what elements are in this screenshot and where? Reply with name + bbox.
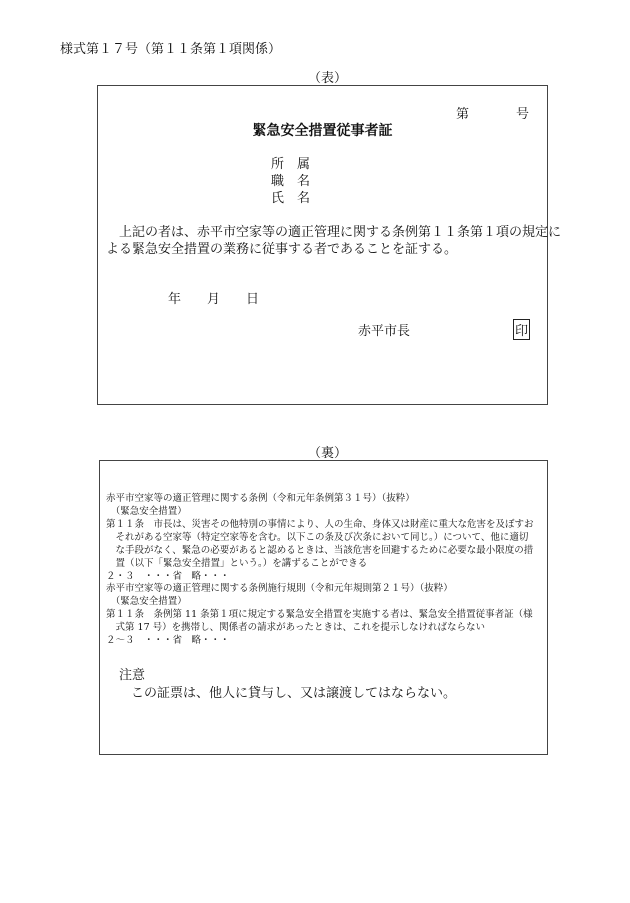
- card-title: 緊急安全措置従事者証: [252, 123, 393, 139]
- issue-date: 年 月 日: [168, 292, 260, 307]
- issuer: 赤平市長: [358, 324, 411, 339]
- note-heading: 注意: [119, 668, 146, 683]
- excerpt-line: （緊急安全措置）: [106, 596, 187, 607]
- field-name: 氏 名: [271, 191, 311, 206]
- note-text: この証票は、他人に貸与し、又は譲渡してはならない。: [131, 686, 457, 701]
- field-position: 職 名: [271, 174, 311, 189]
- ordinance-excerpt: [106, 492, 534, 583]
- form-title: 様式第１７号（第１１条第１項関係）: [60, 42, 282, 57]
- excerpt-line: （緊急安全措置）: [106, 506, 187, 517]
- body-line-2: よる緊急安全措置の業務に従事する者であることを証する。: [106, 242, 458, 257]
- regulation-excerpt: [106, 582, 533, 647]
- excerpt-line: 式第 17 号）を携帯し、関係者の請求があったときは、これを提示しなければならない: [106, 622, 486, 633]
- number-prefix: 第: [456, 107, 470, 122]
- excerpt-line: 赤平市空家等の適正管理に関する条例（令和元年条例第３１号）（抜粋）: [106, 493, 415, 504]
- front-card: [97, 85, 562, 405]
- excerpt-line: 赤平市空家等の適正管理に関する条例施行規則（令和元年規則第２１号）（抜粋）: [106, 583, 453, 594]
- excerpt-line: ２～３ ・・・省 略・・・: [106, 635, 230, 646]
- front-label: （表）: [308, 71, 348, 86]
- excerpt-line: な手段がなく、緊急の必要があると認めるときは、当該危害を回避するために必要な最小限度の措: [106, 545, 534, 556]
- excerpt-line: 置（以下「緊急安全措置」という。）を講ずることができる: [106, 558, 368, 569]
- excerpt-line: それがある空家等（特定空家等を含む。以下この条及び次条において同じ。）について、他に適切: [106, 532, 529, 543]
- excerpt-line: 第１１条 条例第 11 条第１項に規定する緊急安全措置を実施する者は、緊急安全措置従事者証（様: [106, 609, 533, 620]
- excerpt-line: 第１１条 市長は、災害その他特別の事情により、人の生命、身体又は財産に重大な危害を及ぼすお: [106, 519, 534, 530]
- back-label: （裏）: [308, 446, 348, 461]
- seal-mark: 印: [513, 319, 530, 340]
- body-line-1: 上記の者は、赤平市空家等の適正管理に関する条例第１１条第１項の規定に: [106, 225, 562, 240]
- excerpt-line: ２・３ ・・・省 略・・・: [106, 571, 230, 582]
- field-affiliation: 所 属: [271, 157, 311, 172]
- back-card: [99, 460, 548, 755]
- number-suffix: 号: [516, 107, 530, 122]
